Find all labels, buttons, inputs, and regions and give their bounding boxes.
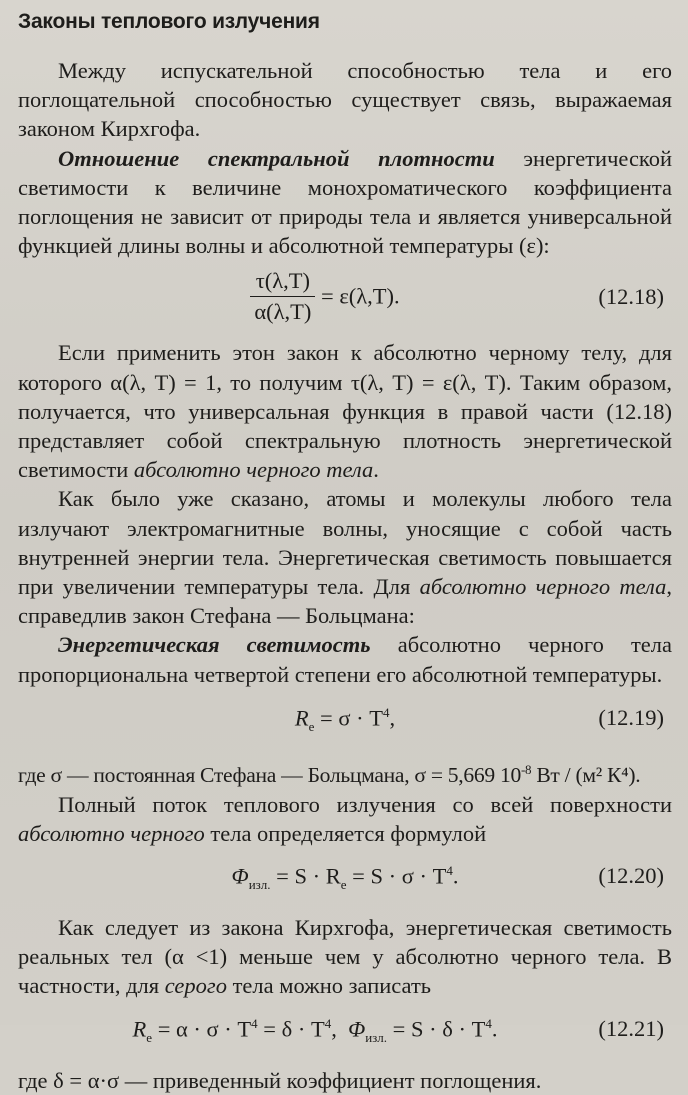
superscript: 4 (324, 1016, 332, 1032)
paragraph-text: Полный поток теплового излучения со всей поверхности (58, 792, 672, 818)
paragraph-flux (18, 790, 672, 848)
superscript: 4 (382, 704, 390, 720)
paragraph-text: тела можно записать (226, 973, 432, 999)
symbol-phi: Φ (348, 1016, 366, 1042)
symbol-r: R (132, 1016, 147, 1042)
equation-12-20 (18, 849, 672, 913)
symbol-r: R (294, 705, 309, 731)
superscript: 4 (251, 1016, 258, 1032)
subscript: e (308, 718, 315, 734)
equation-number: (12.21) (598, 1016, 664, 1042)
paragraph-stefan-intro (18, 484, 672, 630)
paragraph-text: Между испускательной способностью тела и его поглощательной способностью существует связь, выражаемая законом Кирхгофа. (18, 58, 672, 142)
equation-rhs: = ε(λ,T). (321, 283, 400, 309)
paragraph-text: Если применить этон закон к абсолютно черному телу, для которого α(λ, T) = 1, то получим τ(λ, T) = ε(λ, T). Таким образом, получается, что универсальная функция в правой части (12.18) представляет собой спектральную плотность энергетической светимости (18, 340, 672, 483)
equation-number: (12.20) (598, 862, 664, 888)
fraction (250, 266, 315, 327)
equation-part: = α · σ · T (152, 1016, 252, 1042)
paragraph-text: абсолютно черного тела пропорциональна четвертой степени его абсолютной температуры. (18, 632, 672, 687)
paragraph-text: энергетической светимости к величине монохроматического коэффициента поглощения не зависит от природы тела и является универсальной функцией длины волны и абсолютной температуры (ε): (18, 145, 673, 259)
equation-rhs: = σ · T (314, 705, 383, 731)
paragraph-reduced-coefficient (18, 1066, 672, 1095)
symbol-phi: Φ (231, 863, 249, 889)
emphasis-italic: серого (164, 973, 227, 999)
subscript: e (340, 876, 347, 892)
equation-12-19 (18, 689, 672, 755)
fraction-denominator: α(λ,T) (254, 299, 312, 325)
paragraph-text: тела определяется формулой (204, 821, 487, 847)
equation-12-21 (18, 1000, 672, 1066)
equation-expression (18, 705, 672, 735)
equation-12-18 (18, 262, 672, 338)
equation-expression (18, 863, 672, 893)
punctuation: , (389, 705, 396, 731)
paragraph-text: где σ — постоянная Стефана — Больцмана, σ = 5,669 10 (18, 763, 521, 788)
superscript: 4 (485, 1016, 492, 1032)
emphasis-italic: абсолютно черного тела (133, 457, 374, 483)
superscript: 4 (446, 862, 453, 878)
paragraph-text: где δ = α·σ — приведенный коэффициент поглощения. (18, 1068, 542, 1094)
unit-text: Вт / (м² К⁴). (531, 763, 641, 788)
section-heading: Законы теплового излучения (18, 10, 320, 33)
paragraph-blackbody (18, 338, 672, 484)
paragraph-text: , справедлив закон Стефана — Больцмана: (18, 574, 672, 629)
subscript: изл. (248, 876, 271, 892)
punctuation: . (373, 457, 379, 483)
emphasis-term: Отношение спектральной плотности (58, 145, 495, 171)
emphasis-italic: абсолютно черного тела (419, 574, 667, 600)
subscript: изл. (365, 1030, 388, 1046)
paragraph-text: Как было уже сказано, атомы и молекулы любого тела излучают электромагнитные волны, уносящие с собой часть внутренней энергии тела. Энергетическая светимость повышается при увеличении температуры тела. Для (18, 486, 672, 600)
punctuation: . (452, 863, 459, 889)
punctuation: . (491, 1016, 498, 1042)
paragraph-gray-body (18, 913, 672, 1001)
equation-number: (12.19) (598, 704, 664, 730)
emphasis-term: Энергетическая светимость (58, 632, 371, 658)
superscript: -8 (521, 761, 532, 777)
fraction-numerator: τ(λ,T) (250, 266, 315, 297)
equation-expression (18, 1016, 672, 1046)
separator: , (331, 1016, 349, 1042)
equation-number: (12.18) (598, 284, 664, 310)
equation-rhs: = S · σ · T (346, 863, 447, 889)
equation-part: = δ · T (257, 1016, 325, 1042)
equation-part: = S · R (270, 863, 341, 889)
equation-expression (18, 266, 672, 327)
emphasis-italic: абсолютно черного (18, 821, 205, 847)
paragraph-text: Как следует из закона Кирхгофа, энергетическая светимость реальных тел (α <1) меньше чем у абсолютно черного тела. В частности, для (18, 914, 672, 999)
paragraph-kirchhoff-law (18, 144, 672, 261)
equation-rhs: = S · δ · T (387, 1016, 486, 1042)
paragraph-stefan-law (18, 630, 672, 688)
paragraph-stefan-constant (18, 755, 672, 790)
subscript: e (146, 1030, 153, 1046)
paragraph-kirchhoff-intro (18, 56, 672, 144)
